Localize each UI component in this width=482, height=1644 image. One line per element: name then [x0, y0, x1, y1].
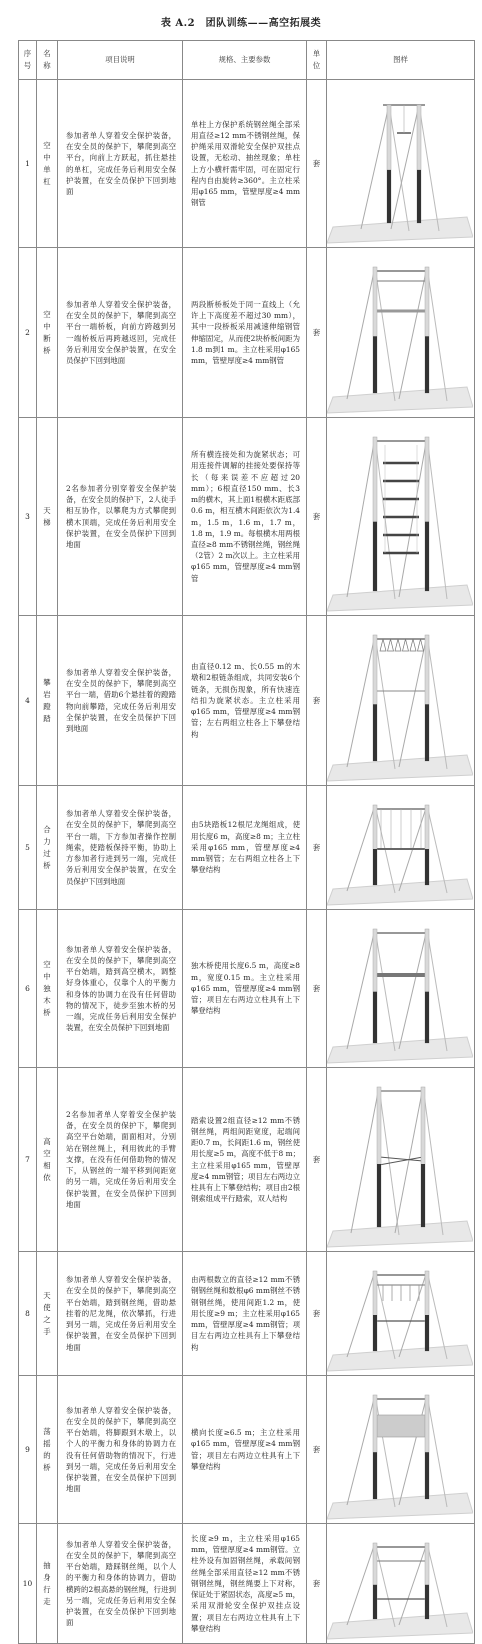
item-spec: 两段断桥板处于同一直线上（允许上下高度差不超过30 mm），其中一段桥板采用减速伸缩钢管伸缩固定，从而使2块桥板间距为1.8 m到1 m。主立柱采用φ165 mm，管壁厚度≥4 mm钢管: [183, 248, 307, 418]
item-description: 参加者单人穿着安全保护装备，在安全员的保护下，攀爬到高空平台始端，踏到钢丝绳，借助悬挂着的尼龙绳，依次攀抓，行进到另一端，完成任务后利用安全保护装置，在安全员保护下回到地面: [58, 1252, 183, 1376]
item-spec: 由两根数立的直径≥12 mm不锈钢钢丝绳和数根φ6 mm钢丝不锈钢钢丝绳，使用间距1.2 m，使用长度≥9 m；主立柱采用φ165 mm，管壁厚度≥4 mm钢管；项目左右两边立柱具有上下攀登结构: [183, 1252, 307, 1376]
item-description: 参加者单人穿着安全保护装备，在安全员的保护下，攀爬到高空平台一端，下方参加者操作控制绳索，使踏板保持平衡，协助上方参加者行进到另一端，完成任务后利用安全保护装置，在安全员保护下回到地面: [58, 786, 183, 910]
item-figure: [327, 786, 475, 910]
item-unit: 套: [307, 418, 327, 616]
item-spec: 所有横连接处和为旋紧状态；可用连接件调解的挂接处要保持等长（每来误差不应超过20 mm）；6根直径150 mm、长3 m的横木，其上面1根横木距底部0.6 m，相互横木间距依次为1.4 m，1.5 m，1.6 m，1.7 m，1.8 m，1.9 m。每根横木用两根直径≥8 mm不锈钢丝绳，钢丝绳（2管）2 m次以上。主立柱采用φ165 mm，管壁厚度≥4 mm钢管: [183, 418, 307, 616]
walk-drawing: [327, 1525, 473, 1643]
single-log-drawing: [327, 911, 473, 1067]
table-row: [19, 80, 475, 248]
header-spec: 规格、主要参数: [183, 41, 307, 80]
row-number: 1: [19, 80, 37, 248]
table-row: [19, 1252, 475, 1376]
item-spec: 独木桥使用长度6.5 m，高度≥8 m，宽度0.15 m。主立柱采用φ165 mm，管壁厚度≥4 mm钢管；项目左右两边立柱具有上下攀登结构: [183, 910, 307, 1068]
item-description: 2名参加者单人穿着安全保护装备，在安全员的保护下，攀爬到高空平台始端，面面相对，分别站在钢丝绳上，利用彼此的手臂支撑，在没有任何借助物的情况下，从钢丝的一端平移到间距宽的另一端，完成任务后利用安全保护装置，在安全员保护下回到地面: [58, 1068, 183, 1252]
item-unit: 套: [307, 910, 327, 1068]
row-number: 10: [19, 1524, 37, 1644]
item-figure: [327, 80, 475, 248]
item-name: 荡摇的桥: [37, 1376, 58, 1524]
item-unit: 套: [307, 248, 327, 418]
row-number: 8: [19, 1252, 37, 1376]
item-name: 天使之手: [37, 1252, 58, 1376]
item-name: 抽身行走: [37, 1524, 58, 1644]
item-unit: 套: [307, 1068, 327, 1252]
item-unit: 套: [307, 616, 327, 786]
header-no: 序号: [19, 41, 37, 80]
item-description: 参加者单人穿着安全保护装备，在安全员的保护下，攀爬到高空平台一端桥板，向前方跨越到另一端桥板后再跨越返回，完成任务后利用安全保护装置，在安全员保护下回到地面: [58, 248, 183, 418]
header-desc: 项目说明: [58, 41, 183, 80]
item-unit: 套: [307, 786, 327, 910]
item-spec: 由直径0.12 m、长0.55 m的木墩和2根链条组成，共同安装6个链条，无损伤现象，所有快速连结扣为旋紧状态。主立柱采用φ165 mm，管壁厚度≥4 mm钢管；左右两组立柱各上下攀登结构: [183, 616, 307, 786]
item-description: 参加者单人穿着安全保护装备，在安全员的保护下，攀爬到高空平台始端，踏踩钢丝绳，以个人的平衡力和身体的协调力，借助横跨的2根高悬的钢丝绳，行进到另一端，完成任务后利用安全保护装置，在安全员保护下回到地面: [58, 1524, 183, 1644]
item-spec: 长度≥9 m，主立柱采用φ165 mm，管壁厚度≥4 mm钢管。立柱外设有加固钢丝绳，承载间钢丝绳全部采用直径≥12 mm不锈钢钢丝绳，钢丝绳要上下对称，保证处于紧固状态，高度≥5 m，采用双滑轮安全保护双挂点设置；项目左右两边立柱具有上下攀登结构: [183, 1524, 307, 1644]
row-number: 9: [19, 1376, 37, 1524]
table-title: 表 A.2 团队训练——高空拓展类: [160, 18, 322, 29]
table-row: [19, 1376, 475, 1524]
item-description: 参加者单人穿着安全保护装备，在安全员的保护下，攀爬到高空平台始端，踏到高空横木，调整好身体重心，仅靠个人的平衡力和身体的协调力在没有任何借助物的情况下，徒步至独木桥的另一端，完成任务后利用安全保护装置，在安全员保护下回到地面: [58, 910, 183, 1068]
item-name: 高空相依: [37, 1068, 58, 1252]
stepping-rings-drawing: [327, 617, 473, 785]
table-row: [19, 418, 475, 616]
item-unit: 套: [307, 1376, 327, 1524]
item-unit: 套: [307, 1252, 327, 1376]
header-unit: 单位: [307, 41, 327, 80]
single-bar-drawing: [327, 81, 473, 247]
header-figure: 图样: [327, 41, 475, 80]
row-number: 6: [19, 910, 37, 1068]
item-description: 2名参加者分别穿着安全保护装备，在安全员的保护下，2人徒手相互协作，以攀爬为方式攀爬到横木顶端，完成任务后利用安全保护装置，在安全员保护下回到地面: [58, 418, 183, 616]
broken-bridge-drawing: [327, 249, 473, 417]
item-name: 空中独木桥: [37, 910, 58, 1068]
angel-hands-drawing: [327, 1253, 473, 1375]
row-number: 5: [19, 786, 37, 910]
item-spec: 横向长度≥6.5 m；主立柱采用φ165 mm，管壁厚度≥4 mm钢管；项目左右两边立柱具有上下攀登结构: [183, 1376, 307, 1524]
item-spec: 单柱上方保护系统钢丝绳全部采用直径≥12 mm不锈钢丝绳，保护绳采用双滑轮安全保护双挂点设置，无松动、抽丝现象；单柱上方小横杆需牢固，可在固定行程内自由旋转≥360°。主立柱采用φ165 mm，管壁厚度≥4 mm钢管: [183, 80, 307, 248]
row-number: 7: [19, 1068, 37, 1252]
item-figure: [327, 1376, 475, 1524]
item-unit: 套: [307, 1524, 327, 1644]
item-name: 攀岩蹬踏: [37, 616, 58, 786]
table-row: [19, 1524, 475, 1644]
item-unit: 套: [307, 80, 327, 248]
item-figure: [327, 418, 475, 616]
item-figure: [327, 1068, 475, 1252]
table-row: [19, 616, 475, 786]
lean-on-drawing: [327, 1069, 473, 1251]
table-row: [19, 1068, 475, 1252]
table-row: [19, 248, 475, 418]
team-bridge-drawing: [327, 787, 473, 909]
item-spec: 踏索设置2组直径≥12 mm不锈钢丝绳，两组间距宽度，起端间距0.7 m，长间距1.6 m，钢丝使用长度≥5 m，高度不低于8 m；主立柱采用φ165 mm，管壁厚度≥4 mm钢管；项目左右两边立柱具有上下攀登结构；项目由2根钢索组成平行踏索，双人结构: [183, 1068, 307, 1252]
item-spec: 由5块踏板12根尼龙绳组成，使用长度6 m，高度≥8 m；主立柱采用φ165 mm，管壁厚度≥4 mm钢管；左右两组立柱各上下攀登结构: [183, 786, 307, 910]
sky-ladder-drawing: [327, 419, 473, 615]
swing-bridge-drawing: [327, 1377, 473, 1523]
item-figure: [327, 1252, 475, 1376]
item-name: 空中断桥: [37, 248, 58, 418]
item-figure: [327, 1524, 475, 1644]
item-figure: [327, 616, 475, 786]
table-row: [19, 910, 475, 1068]
item-figure: [327, 910, 475, 1068]
row-number: 4: [19, 616, 37, 786]
item-name: 天梯: [37, 418, 58, 616]
item-figure: [327, 248, 475, 418]
header-name: 名称: [37, 41, 58, 80]
row-number: 2: [19, 248, 37, 418]
item-name: 空中单杠: [37, 80, 58, 248]
equipment-table: [18, 40, 475, 1644]
item-description: 参加者单人穿着安全保护装备，在安全员的保护下，攀爬到高空平台，向前上方跃起，抓住悬挂的单杠，完成任务后利用安全保护装置，在安全员保护下回到地面: [58, 80, 183, 248]
row-number: 3: [19, 418, 37, 616]
table-header-row: [19, 41, 475, 80]
item-description: 参加者单人穿着安全保护装备，在安全员的保护下，攀爬到高空平台始端，将脚跟到木墩上，以个人的平衡力和身体的协调力在没有任何借助物的情况下，行进到另一端，完成任务后利用安全保护装置，在安全员保护下回到地面: [58, 1376, 183, 1524]
item-description: 参加者单人穿着安全保护装备，在安全员的保护下，攀爬到高空平台一端，借助6个悬挂着的蹬踏物向前攀踏，完成任务后利用安全保护装置，在安全员保护下回到地面: [58, 616, 183, 786]
item-name: 合力过桥: [37, 786, 58, 910]
table-row: [19, 786, 475, 910]
